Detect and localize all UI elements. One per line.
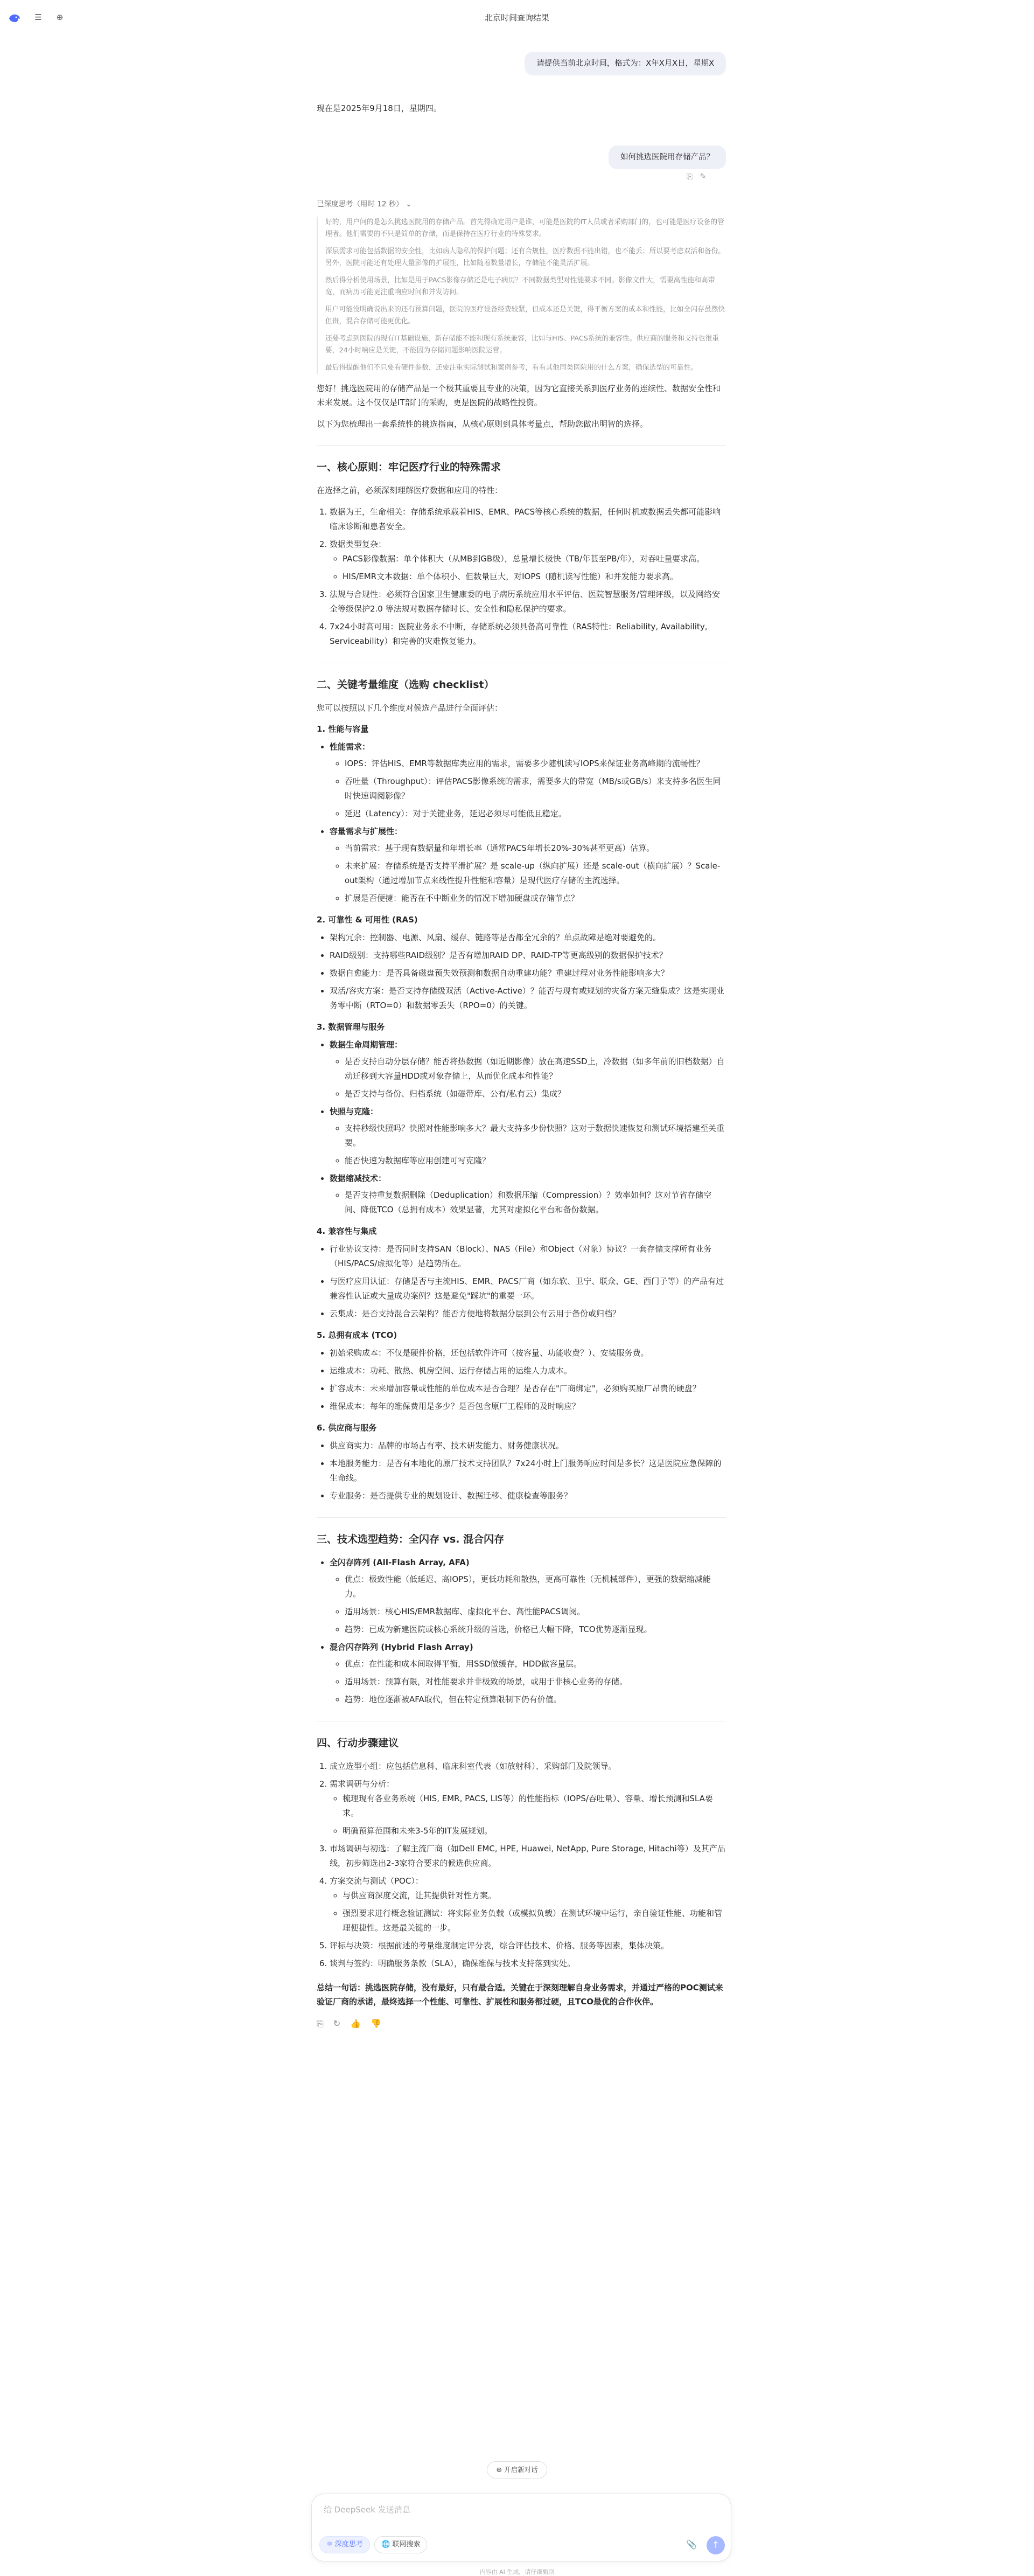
list-item-label: 数据缩减技术： (330, 1174, 387, 1183)
checklist (317, 1242, 726, 1321)
regenerate-icon[interactable]: ↻ (333, 2018, 341, 2029)
steps-list (317, 1759, 726, 1971)
user-message-actions (687, 172, 706, 181)
disclaimer: 内容由 AI 生成，请仔细甄别 (479, 2568, 555, 2575)
think-paragraph: 深层需求可能包括数据的安全性，比如病人隐私的保护问题；还有合规性，医疗数据不能出错，也不能丢；所以要考虑双活和备份。另外，医院可能还有处理大量影像的扩展性，比如随着数量增长，存储能不能灵活扩展。 (325, 247, 725, 267)
message-actions (317, 2018, 726, 2029)
list-item: • 扩容成本：未来增加容量或性能的单位成本是否合理？是否存在"厂商绑定"，必须购买原厂昂贵的硬盘？ (330, 1381, 726, 1396)
list-item: ◦ 未来扩展：存储系统是否支持平滑扩展？是 scale-up（纵向扩展）还是 scale-out（横向扩展）？Scale-out架构（通过增加节点来线性提升性能和容量）是现代医疗存储的主流选择。 (345, 859, 726, 888)
list-item: ◦ 吞吐量（Throughput）：评估PACS影像系统的需求，需要多大的带宽（MB/s或GB/s）来支持多名医生同时快速调阅影像？ (345, 774, 726, 803)
thumbs-down-icon[interactable]: 👎 (371, 2018, 382, 2029)
list-item: ◦ 明确预算范围和未来3-5年的IT发展规划。 (343, 1824, 726, 1838)
list-item: 1. 数据为王，生命相关：存储系统承载着HIS、EMR、PACS等核心系统的数据，任何时机或数据丢失都可能影响临床诊断和患者安全。 (330, 505, 726, 534)
deep-think-button-label: 深度思考 (334, 2540, 363, 2549)
list-item: ◦ 当前需求：基于现有数据量和年增长率（通常PACS年增长20%-30%甚至更高）估算。 (345, 841, 726, 856)
intro-paragraph: 您好！挑选医院用的存储产品是一个极其重要且专业的决策，因为它直接关系到医疗业务的连续性、数据安全性和未来发展。这不仅仅是IT部门的采购，更是医院的战略性投资。 (317, 384, 721, 407)
think-paragraph: 还要考虑到医院的现有IT基础设施，新存储能不能和现有系统兼容，比如与HIS、PACS系统的兼容性。供应商的服务和支持也很重要，24小时响应是关键，不能因为存储问题影响医院运营。 (325, 335, 719, 355)
top-bar (0, 0, 1034, 34)
list-item (330, 824, 726, 906)
copy-icon[interactable]: ⎘ (687, 172, 693, 181)
list-item: ◦ 趋势：地位逐渐被AFA取代，但在特定预算限制下仍有价值。 (345, 1692, 726, 1707)
list-item-label: 数据类型复杂： (330, 539, 387, 549)
list-item (330, 537, 726, 584)
section-lead: 在选择之前，必须深刻理解医疗数据和应用的特性： (317, 485, 503, 495)
list-item: • 云集成：是否支持混合云架构？能否方便地将数据分层到公有云用于备份或归档？ (330, 1307, 726, 1321)
list-item: ◦ 扩展是否便捷：能否在不中断业务的情况下增加硬盘或存储节点？ (345, 891, 726, 906)
checklist (317, 1038, 726, 1217)
sidebar-toggle-icon[interactable]: ☰ (34, 12, 42, 22)
section-title: 二、关键考量维度（选购 checklist） (317, 679, 494, 691)
list-item (330, 740, 726, 821)
list-item: 1. 成立选型小组：应包括信息科、临床科室代表（如放射科）、采购部门及院领导。 (330, 1759, 726, 1774)
list-item: ◦ PACS影像数据：单个体积大（从MB到GB级），总量增长极快（TB/年甚至PB/年），对吞吐量要求高。 (343, 552, 726, 566)
checklist (317, 1346, 726, 1414)
list-item-label: 需求调研与分析： (330, 1779, 395, 1789)
checklist (317, 931, 726, 1013)
summary: 总结一句话：挑选医院存储，没有最好，只有最合适。关键在于深刻理解自身业务需求，并通过严格的POC测试来验证厂商的承诺，最终选择一个性能、可靠性、扩展性和服务都过硬，且TCO最优的合作伙伴。 (317, 1983, 723, 2006)
list-item: 3. 市场调研与初选：了解主流厂商（如Dell EMC, HPE, Huawei, NetApp, Pure Storage, Hitachi等）及其产品线，初步筛选出2-3家符合要求的候选供应商。 (330, 1842, 726, 1871)
assistant-message-1: 现在是2025年9月18日，星期四。 (317, 103, 442, 113)
section-title: 三、技术选型趋势：全闪存 vs. 混合闪存 (317, 1533, 505, 1545)
list-item (330, 1556, 726, 1637)
list-item: • 运维成本：功耗、散热、机房空间、运行存储占用的运维人力成本。 (330, 1364, 726, 1378)
list-item: ◦ 优点：极致性能（低延迟、高IOPS），更低功耗和散热，更高可靠性（无机械部件），更强的数据缩减能力。 (345, 1572, 726, 1601)
list-item: • 维保成本：每年的维保费用是多少？是否包含原厂工程师的及时响应？ (330, 1399, 726, 1414)
list-item: ◦ 延迟（Latency）：对于关键业务，延迟必须尽可能低且稳定。 (345, 807, 726, 821)
list-item-label: 快照与克隆： (330, 1107, 379, 1116)
assistant-message-2 (317, 198, 726, 2029)
list-item: 6. 谈判与签约：明确服务条款（SLA），确保维保与技术支持落到实处。 (330, 1956, 726, 1971)
deep-think-toggle[interactable] (317, 198, 726, 210)
list-item: ◦ 能否快速为数据库等应用创建可写克隆？ (345, 1154, 726, 1168)
list-item (330, 1777, 726, 1838)
list-item-label: 方案交流与测试（POC）： (330, 1876, 423, 1886)
globe-icon: 🌐 (381, 2540, 390, 2549)
list-item: 5. 评标与决策：根据前述的考量维度制定评分表，综合评估技术、价格、服务等因素，集体决策。 (330, 1939, 726, 1953)
list-item (330, 1105, 726, 1168)
message-input[interactable]: 给 DeepSeek 发送消息 (324, 2505, 410, 2515)
list-item: ◦ 适用场景：预算有限，对性能要求并非极致的场景，或用于非核心业务的存储。 (345, 1675, 726, 1689)
list-item: 4. 7x24小时高可用：医院业务永不中断，存储系统必须具备高可靠性（RAS特性：Reliability, Availability, Serviceability）和完善的灾难恢复能力。 (330, 620, 726, 649)
list-item: ◦ HIS/EMR文本数据：单个体积小、但数量巨大，对IOPS（随机读写性能）和并发能力要求高。 (343, 570, 726, 584)
list-item: ◦ 支持秒级快照吗？快照对性能影响多大？最大支持多少份快照？这对于数据快速恢复和测试环境搭建至关重要。 (345, 1121, 726, 1150)
think-paragraph: 好的，用户问的是怎么挑选医院用的存储产品。首先得确定用户是谁，可能是医院的IT人员或者采购部门的，也可能是医疗设备的管理者。他们需要的不只是简单的存储，而是保持在医疗行业的特殊要求。 (325, 218, 725, 238)
list-item: • 初始采购成本：不仅是硬件价格，还包括软件许可（按容量、功能收费？）、安装服务费。 (330, 1346, 726, 1360)
list-item (330, 1038, 726, 1101)
list-item: ◦ 适用场景：核心HIS/EMR数据库、虚拟化平台、高性能PACS调阅。 (345, 1605, 726, 1619)
list-item (330, 1640, 726, 1707)
list-item: ◦ 梳理现有各业务系统（HIS, EMR, PACS, LIS等）的性能指标（IOPS/吞吐量）、容量、增长预测和SLA要求。 (343, 1792, 726, 1821)
list-item: • 行业协议支持：是否同时支持SAN（Block）、NAS（File）和Object（对象）协议？一套存储支撑所有业务（HIS/PACS/虚拟化等）是趋势所在。 (330, 1242, 726, 1271)
web-search-button[interactable] (374, 2536, 427, 2553)
edit-icon[interactable]: ✎ (700, 172, 707, 181)
list-item: • 专业服务：是否提供专业的规划设计、数据迁移、健康检查等服务？ (330, 1489, 726, 1503)
subsection-title: 3. 数据管理与服务 (317, 1022, 385, 1032)
think-block (317, 217, 726, 374)
tech-list (317, 1556, 726, 1707)
deep-think-label: 已深度思考（用时 12 秒） (317, 200, 403, 209)
list-item: • 供应商实力：品牌的市场占有率、技术研发能力、财务健康状况。 (330, 1439, 726, 1453)
section-lead: 您可以按照以下几个维度对候选产品进行全面评估： (317, 703, 503, 713)
new-chat-button[interactable] (487, 2461, 547, 2478)
subsection-title: 5. 总拥有成本 (TCO) (317, 1330, 397, 1340)
intro-paragraph: 以下为您梳理出一套系统性的挑选指南，从核心原则到具体考量点，帮助您做出明智的选择。 (317, 419, 648, 429)
user-message-1: 请提供当前北京时间，格式为：X年X月X日，星期X (525, 52, 726, 75)
section-title: 四、行动步骤建议 (317, 1737, 399, 1749)
list-item (330, 1171, 726, 1217)
chat-icon: ⊕ (496, 2466, 502, 2474)
list-item: ◦ 与供应商深度交流，让其提供针对性方案。 (343, 1888, 726, 1903)
list-item: ◦ 优点：在性能和成本间取得平衡，用SSD做缓存，HDD做容量层。 (345, 1657, 726, 1671)
new-chat-icon[interactable]: ⊕ (56, 12, 64, 22)
list-item: • 架构冗余：控制器、电源、风扇、缓存、链路等是否都全冗余的？单点故障是绝对要避免的。 (330, 931, 726, 945)
think-paragraph: 然后得分析使用场景，比如是用于PACS影像存储还是电子病历？不同数据类型对性能要求不同。影像文件大，需要高性能和高带宽，而病历可能更注重响应时间和并发访问。 (325, 276, 715, 296)
think-paragraph: 用户可能没明确说出来的还有预算问题，医院的医疗设备经费较紧，但成本还是关键，得平衡方案的成本和性能，比如全闪存虽然快但贵，混合存储可能更优化。 (325, 305, 725, 325)
new-chat-label: 开启新对话 (504, 2466, 538, 2474)
principles-list (317, 505, 726, 649)
list-item (330, 1874, 726, 1935)
list-item: • RAID级别：支持哪些RAID级别？是否有增加RAID DP、RAID-TP等更高级别的数据保护技术？ (330, 948, 726, 963)
checklist (317, 1439, 726, 1503)
copy-icon[interactable]: ⎘ (317, 2018, 324, 2029)
page-title: 北京时间查询结果 (484, 13, 549, 23)
list-item: • 双活/容灾方案：是否支持存储级双活（Active-Active）？能否与现有或规划的灾备方案无缝集成？这是实现业务零中断（RTO=0）和数据零丢失（RPO=0）的关键。 (330, 984, 726, 1013)
attachment-icon[interactable]: 📎 (686, 2539, 697, 2550)
list-item-label: 数据生命周期管理： (330, 1040, 403, 1050)
send-button[interactable] (707, 2536, 725, 2554)
list-item: • 本地服务能力：是否有本地化的原厂技术支持团队？7x24小时上门服务响应时间是多长？这是医院应急保障的生命线。 (330, 1456, 726, 1485)
list-item: ◦ 是否支持自动分层存储？能否将热数据（如近期影像）放在高速SSD上，冷数据（如多年前的旧档数据）自动迁移到大容量HDD或对象存储上，从而优化成本和性能？ (345, 1054, 726, 1084)
web-search-button-label: 联网搜索 (392, 2540, 421, 2549)
list-item: ◦ 是否支持与备份、归档系统（如磁带库、公有/私有云）集成？ (345, 1087, 726, 1101)
arrow-up-icon: ↑ (711, 2540, 720, 2551)
checklist (317, 740, 726, 906)
think-paragraph: 最后得提醒他们不只要看硬件参数，还要注重实际测试和案例参考，看看其他同类医院用的什么方案，确保选型的可靠性。 (325, 364, 698, 372)
thumbs-up-icon[interactable]: 👍 (350, 2018, 361, 2029)
deep-think-button[interactable] (319, 2536, 370, 2553)
list-item-label: 混合闪存阵列 (Hybrid Flash Array) (330, 1642, 473, 1652)
list-item-label: 容量需求与扩展性： (330, 827, 403, 836)
atom-icon: ⚛ (326, 2540, 333, 2549)
subsection-title: 2. 可靠性 & 可用性 (RAS) (317, 915, 418, 925)
subsection-title: 4. 兼容性与集成 (317, 1226, 377, 1236)
divider (317, 1517, 726, 1518)
chevron-down-icon: ⌄ (406, 200, 412, 209)
list-item: • 数据自愈能力：是否具备磁盘预失效预测和数据自动重建功能？重建过程对业务性能影响多大？ (330, 966, 726, 981)
message-input-box[interactable] (311, 2494, 731, 2561)
section-title: 一、核心原则：牢记医疗行业的特殊需求 (317, 461, 501, 473)
user-message-2: 如何挑选医院用存储产品？ (609, 145, 726, 169)
list-item: ◦ 趋势：已成为新建医院或核心系统升级的首选，价格已大幅下降，TCO优势逐渐显现。 (345, 1622, 726, 1637)
list-item: • 与医疗应用认证：存储是否与主流HIS、EMR、PACS厂商（如东软、卫宁、联众、GE、西门子等）的产品有过兼容性认证或大量成功案例？这是避免"踩坑"的重要一环。 (330, 1274, 726, 1303)
subsection-title: 1. 性能与容量 (317, 724, 369, 734)
list-item: ◦ 强烈要求进行概念验证测试：将实际业务负载（或模拟负载）在测试环境中运行，亲自验证性能、功能和管理便捷性。这是最关键的一步。 (343, 1906, 726, 1935)
list-item: ◦ 是否支持重复数据删除（Deduplication）和数据压缩（Compression）？效率如何？这对节省存储空间、降低TCO（总拥有成本）效果显著，尤其对虚拟化平台和备份数据。 (345, 1188, 726, 1217)
divider (317, 445, 726, 446)
list-item-label: 全闪存阵列 (All-Flash Array, AFA) (330, 1558, 470, 1567)
list-item: ◦ IOPS：评估HIS、EMR等数据库类应用的需求，需要多少随机读写IOPS来保证业务高峰期的流畅性？ (345, 756, 726, 771)
subsection-title: 6. 供应商与服务 (317, 1423, 377, 1433)
list-item: 3. 法规与合规性：必须符合国家卫生健康委的电子病历系统应用水平评估、医院智慧服务/管理评级，以及网络安全等级保护2.0 等法规对数据存储时长、安全性和隐私保护的要求。 (330, 587, 726, 616)
list-item-label: 性能需求： (330, 742, 371, 752)
